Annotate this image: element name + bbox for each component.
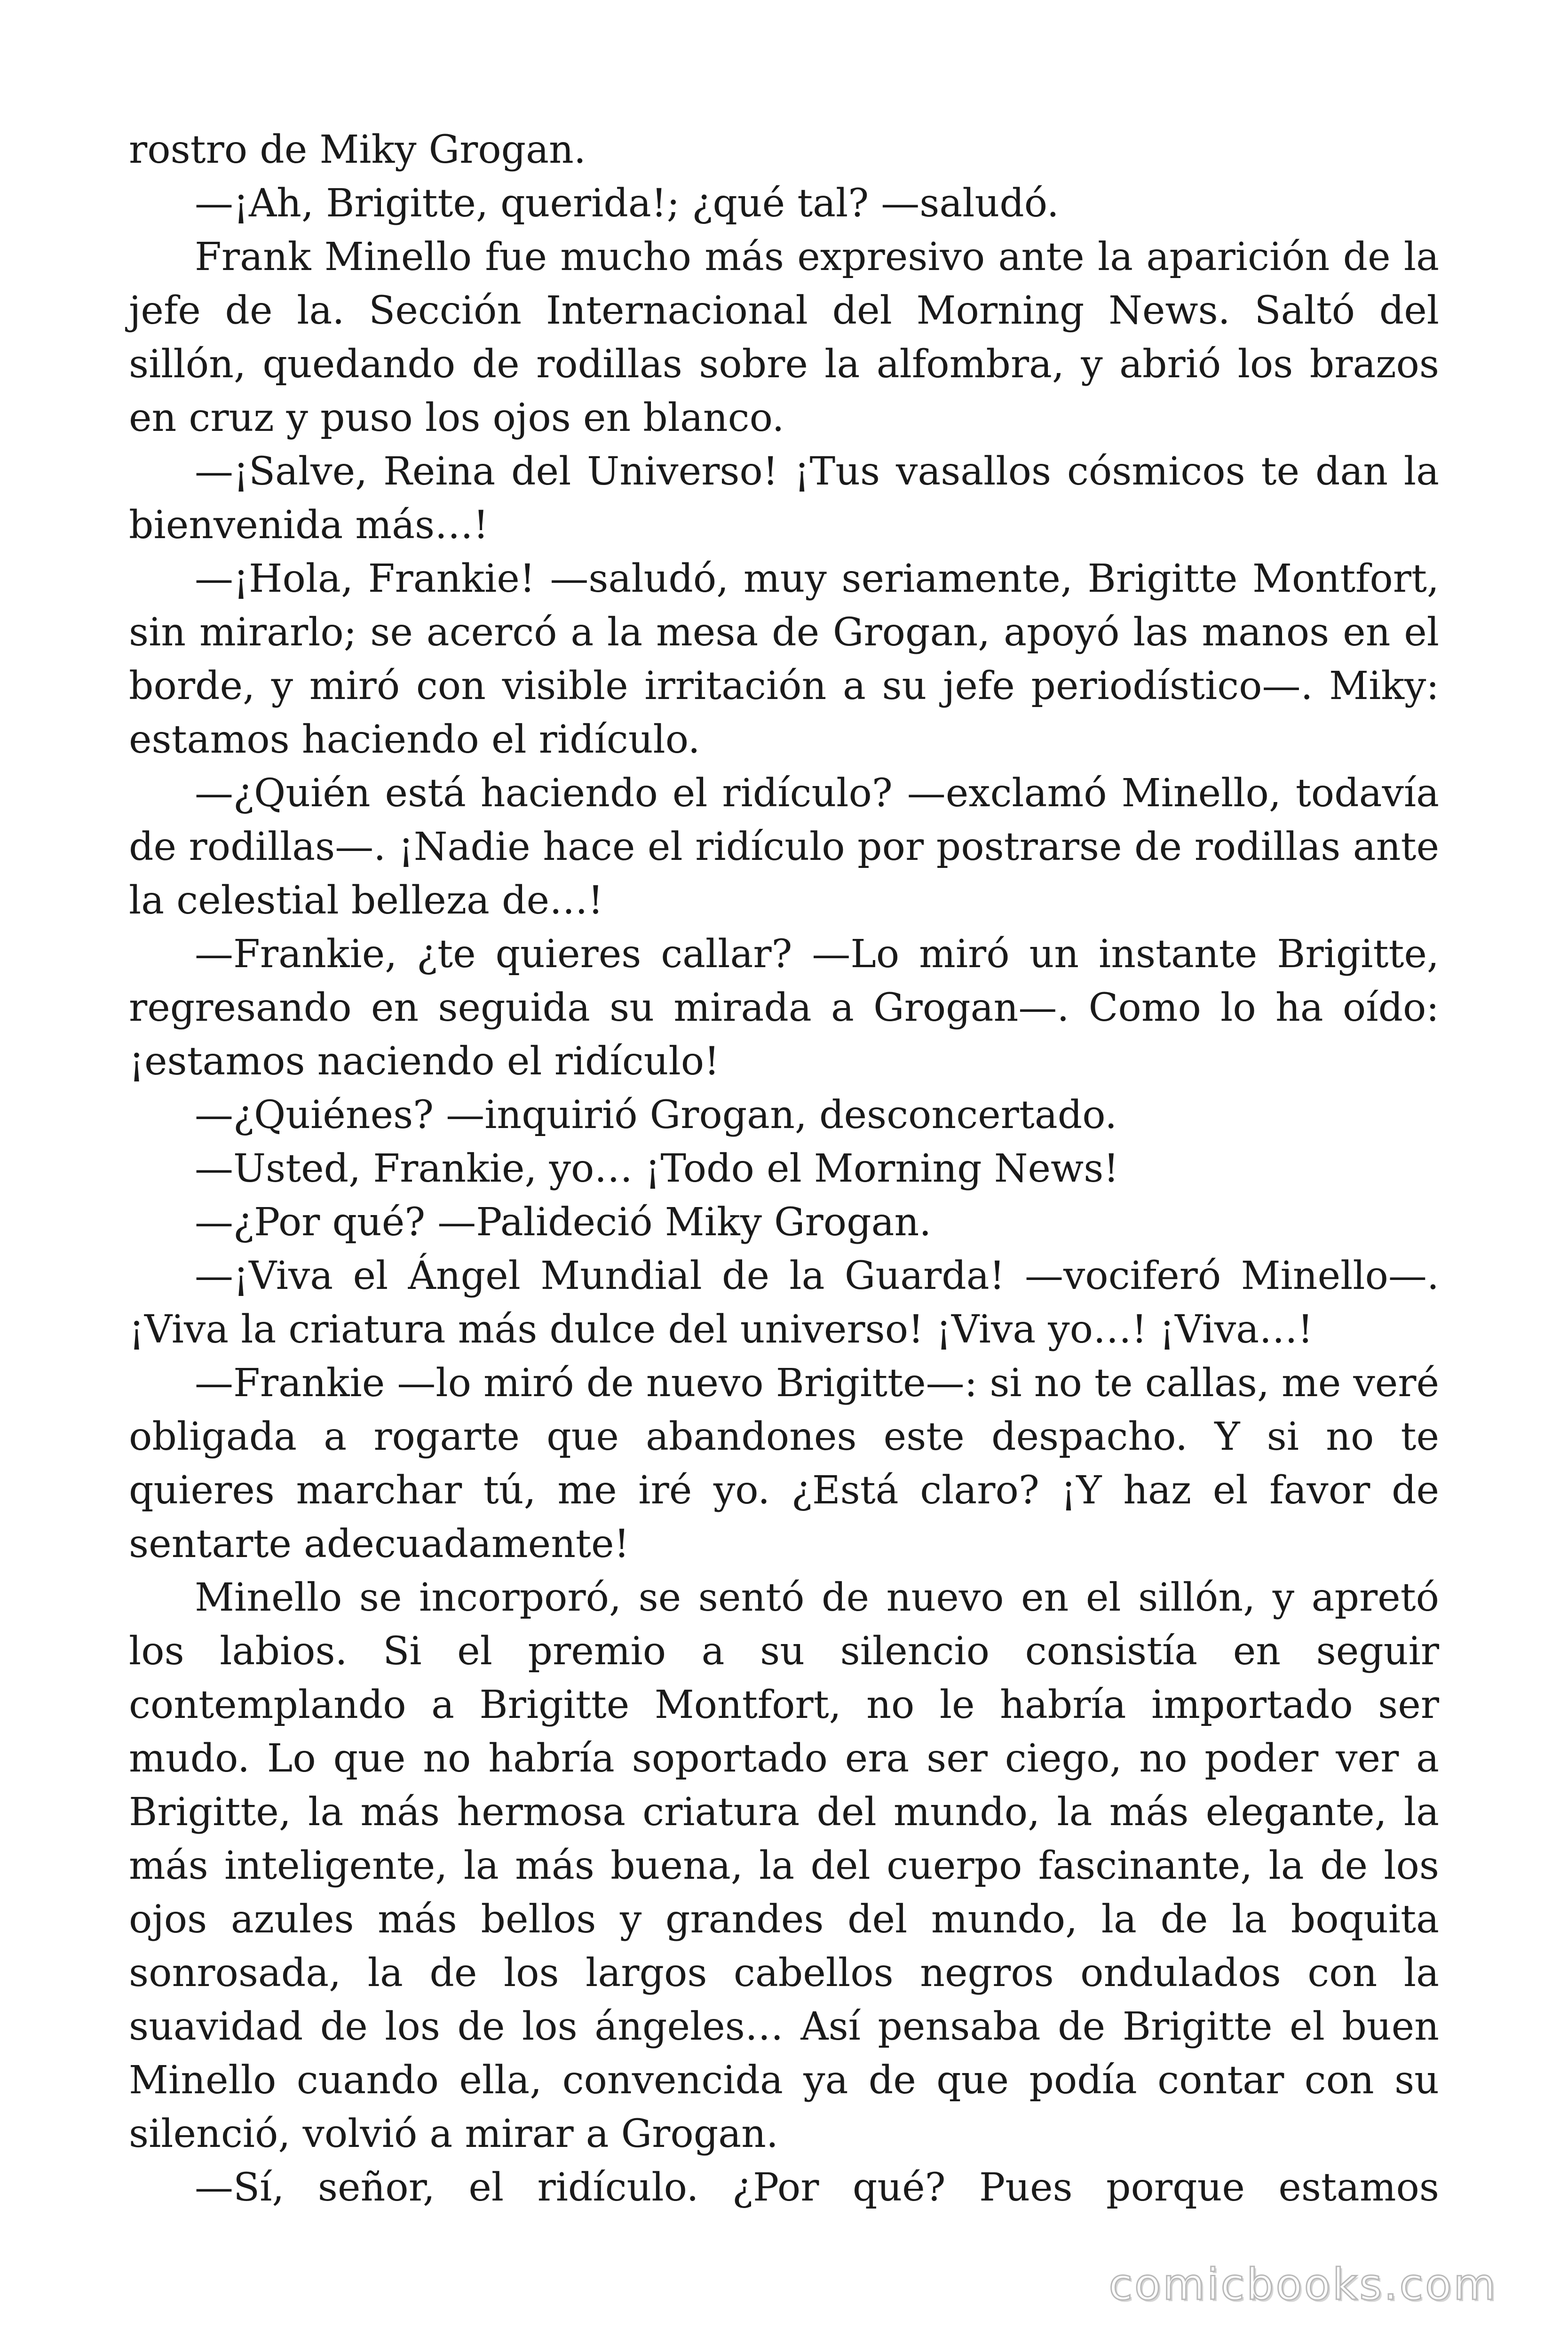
paragraph: Frank Minello fue mucho más expresivo ante la aparición de la jefe de la. Sección Internacional del Morning News. Saltó del sillón, quedando de rodillas sobre la alfombra, y abrió los brazos en cruz y puso los ojos en blanco.	[129, 235, 1439, 440]
paragraph: —Frankie —lo miró de nuevo Brigitte—: si no te callas, me veré obligada a rogarte que abandones este despacho. Y si no te quieres marchar tú, me iré yo. ¿Está claro? ¡Y haz el favor de sentarte adecuadamente!	[129, 1361, 1439, 1566]
paragraph: —Usted, Frankie, yo… ¡Todo el Morning News!	[195, 1146, 1119, 1191]
paragraph: —¡Ah, Brigitte, querida!; ¿qué tal? —saludó.	[195, 181, 1059, 226]
paragraph: —Frankie, ¿te quieres callar? —Lo miró un instante Brigitte, regresando en seguida su mirada a Grogan—. Como lo ha oído: ¡estamos naciendo el ridículo!	[129, 932, 1439, 1084]
paragraph: —¿Quién está haciendo el ridículo? —exclamó Minello, todavía de rodillas—. ¡Nadie hace el ridículo por postrarse de rodillas ante la celestial belleza de…!	[129, 771, 1439, 923]
watermark: comicbooks.com	[1109, 2259, 1497, 2310]
paragraph: —¡Viva el Ángel Mundial de la Guarda! —vociferó Minello—. ¡Viva la criatura más dulce del universo! ¡Viva yo…! ¡Viva…!	[129, 1254, 1439, 1352]
paragraph: rostro de Miky Grogan.	[129, 127, 586, 172]
book-page-text	[129, 123, 1439, 2240]
paragraph: —¡Salve, Reina del Universo! ¡Tus vasallos cósmicos te dan la bienvenida más…!	[129, 449, 1439, 548]
paragraph: —¿Quiénes? —inquirió Grogan, desconcertado.	[195, 1093, 1117, 1137]
paragraph: Minello se incorporó, se sentó de nuevo en el sillón, y apretó los labios. Si el premio a su silencio consistía en seguir contemplando a Brigitte Montfort, no le habría importado ser mudo. Lo que no habría soportado era ser ciego, no poder ver a Brigitte, la más hermosa criatura del mundo, la más elegante, la más inteligente, la más buena, la del cuerpo fascinante, la de los ojos azules más bellos y grandes del mundo, la de la boquita sonrosada, la de los largos cabellos negros ondulados con la suavidad de los de los ángeles… Así pensaba de Brigitte el buen Minello cuando ella, convencida ya de que podía contar con su silenció, volvió a mirar a Grogan.	[129, 1575, 1439, 2156]
paragraph: —¡Hola, Frankie! —saludó, muy seriamente, Brigitte Montfort, sin mirarlo; se acercó a la mesa de Grogan, apoyó las manos en el borde, y miró con visible irritación a su jefe periodístico—. Miky: estamos haciendo el ridículo.	[129, 556, 1439, 762]
paragraph: —Sí, señor, el ridículo. ¿Por qué? Pues porque estamos	[195, 2165, 1439, 2210]
paragraph: —¿Por qué? —Palideció Miky Grogan.	[195, 1200, 932, 1245]
